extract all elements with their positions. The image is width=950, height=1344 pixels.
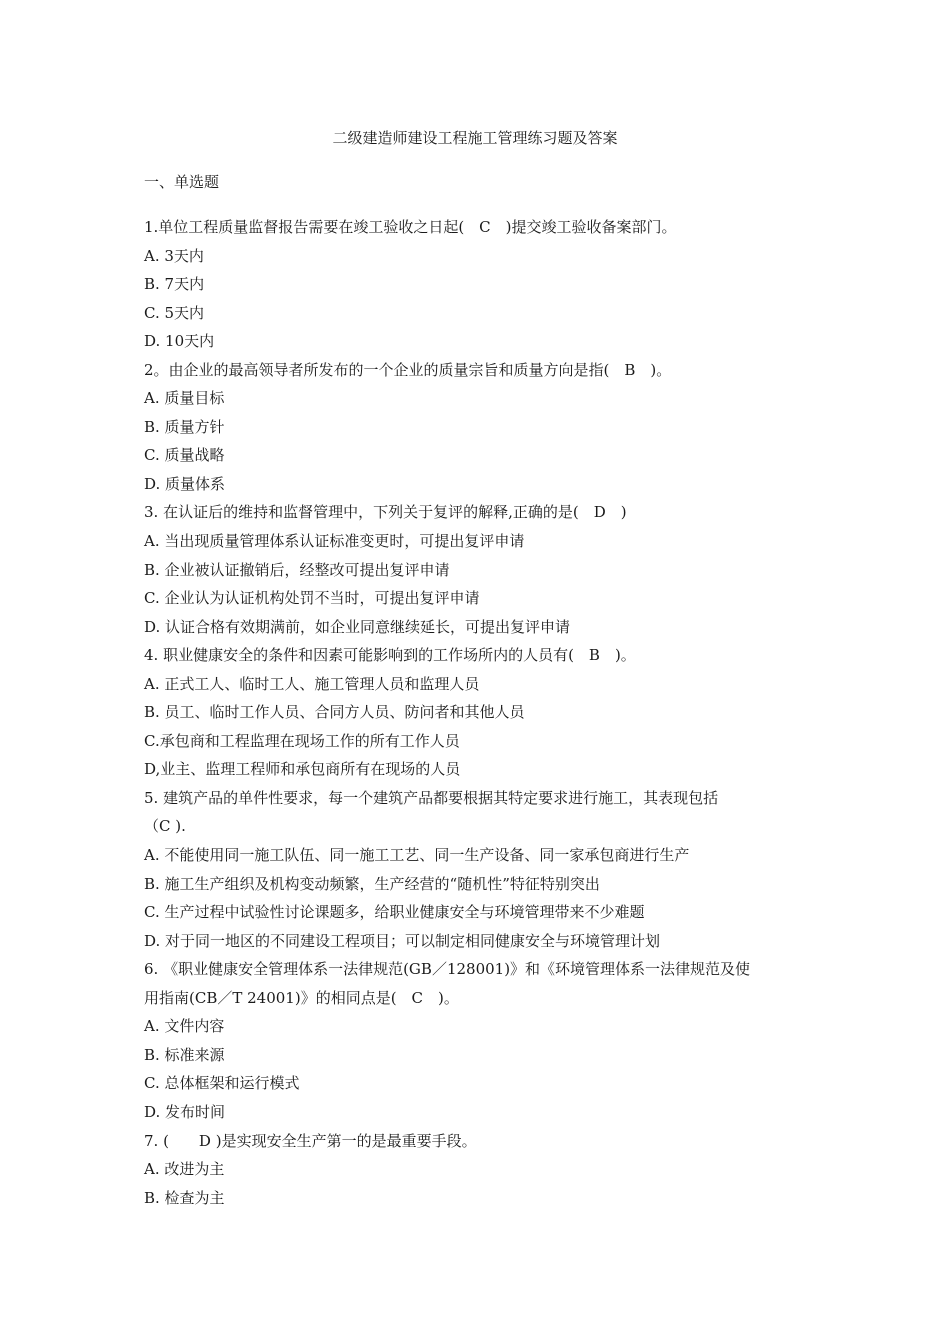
question-4-option-c: C.承包商和工程监理在现场工作的所有工作人员: [144, 731, 460, 750]
document-title: 二级建造师建设工程施工管理练习题及答案: [332, 129, 618, 147]
question-5-continuation: （C ).: [144, 817, 186, 836]
question-3-option-b: B. 企业被认证撤销后，经整改可提出复评申请: [144, 560, 450, 579]
question-5-option-a: A. 不能使用同一施工队伍、同一施工工艺、同一生产设备、同一家承包商进行生产: [144, 846, 690, 865]
question-3-option-d: D. 认证合格有效期满前，如企业同意继续延长，可提出复评申请: [144, 617, 571, 636]
question-4-option-a: A. 正式工人、临时工人、施工管理人员和监理人员: [144, 674, 480, 693]
question-6-continuation: 用指南(CB／T 24001)》的相同点是( C )。: [144, 988, 459, 1007]
question-2-option-d: D. 质量体系: [144, 474, 226, 493]
question-1-option-d: D. 10天内: [144, 332, 215, 351]
question-7: 7. ( D )是实现安全生产第一的是最重要手段。: [144, 1131, 477, 1150]
question-6-option-c: C. 总体框架和运行模式: [144, 1074, 300, 1093]
question-2-option-b: B. 质量方针: [144, 417, 225, 436]
question-1: 1.单位工程质量监督报告需要在竣工验收之日起( C )提交竣工验收备案部门。: [144, 218, 677, 236]
question-6-option-b: B. 标准来源: [144, 1045, 225, 1064]
section-heading: 一、单选题: [144, 173, 220, 191]
question-4-option-b: B. 员工、临时工作人员、合同方人员、防问者和其他人员: [144, 703, 525, 722]
document-body: [144, 213, 814, 1212]
question-5: 5. 建筑产品的单件性要求，每一个建筑产品都要根据其特定要求进行施工，其表现包括: [144, 788, 719, 807]
question-5-option-d: D. 对于同一地区的不同建设工程项目；可以制定相同健康安全与环境管理计划: [144, 931, 661, 950]
question-3-option-a: A. 当出现质量管理体系认证标准变更时，可提出复评申请: [144, 532, 525, 551]
question-6: 6. 《职业健康安全管理体系一法律规范(GB／128001)》和《环境管理体系一法律规范及使: [144, 960, 751, 979]
question-5-option-c: C. 生产过程中试验性讨论课题多，给职业健康安全与环境管理带来不少难题: [144, 903, 645, 922]
question-3: 3. 在认证后的维持和监督管理中，下列关于复评的解释,正确的是( D ): [144, 503, 627, 522]
question-1-option-b: B. 7天内: [144, 275, 205, 294]
question-2-option-c: C. 质量战略: [144, 446, 225, 465]
question-1-option-c: C. 5天内: [144, 303, 205, 322]
question-6-option-a: A. 文件内容: [144, 1017, 225, 1036]
question-7-option-b: B. 检查为主: [144, 1188, 225, 1207]
question-5-option-b: B. 施工生产组织及机构变动频繁，生产经营的“随机性”特征特别突出: [144, 874, 600, 893]
question-7-option-a: A. 改进为主: [144, 1160, 225, 1179]
question-2: 2。由企业的最高领导者所发布的一个企业的质量宗旨和质量方向是指( B )。: [144, 360, 672, 379]
question-2-option-a: A. 质量目标: [144, 389, 225, 408]
question-6-option-d: D. 发布时间: [144, 1102, 226, 1121]
question-4: 4. 职业健康安全的条件和因素可能影响到的工作场所内的人员有( B )。: [144, 646, 636, 665]
question-4-option-d: D,业主、监理工程师和承包商所有在现场的人员: [144, 760, 461, 779]
question-1-option-a: A. 3天内: [144, 246, 204, 265]
question-3-option-c: C. 企业认为认证机构处罚不当时，可提出复评申请: [144, 589, 480, 608]
